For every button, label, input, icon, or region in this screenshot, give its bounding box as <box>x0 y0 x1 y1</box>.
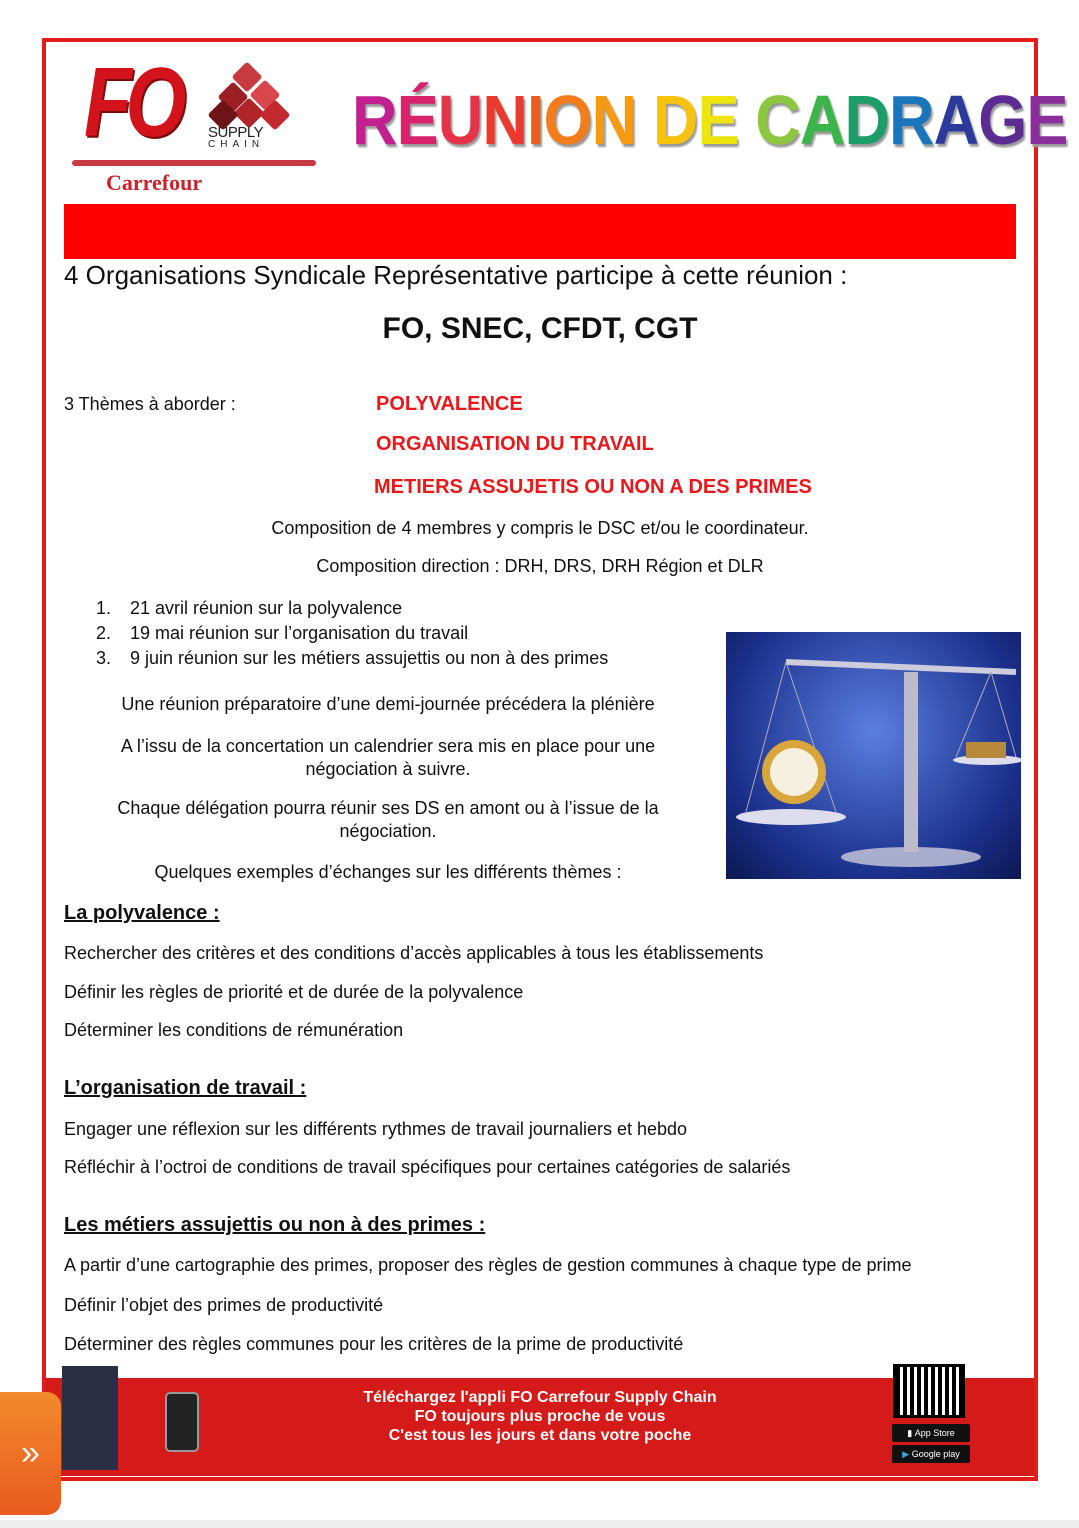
title-letter: A <box>799 81 845 159</box>
title-letter: U <box>437 81 483 159</box>
page-title <box>352 80 1068 160</box>
next-page-button[interactable] <box>0 1392 61 1515</box>
title-letter: I <box>526 81 544 159</box>
section-item: Rechercher des critères et des conditions d’accès applicables à tous les établissements <box>64 943 764 963</box>
title-letter: R <box>352 81 397 159</box>
note: négociation. <box>339 821 437 841</box>
theme-3: METIERS ASSUJETIS OU NON A DES PRIMES <box>374 476 812 498</box>
section-item: A partir d’une cartographie des primes, proposer des règles de gestion communes à chaque type de prime <box>64 1255 912 1275</box>
composition: Composition de 4 membres y compris le DSC et/ou le coordinateur. <box>271 518 809 538</box>
title-letter: E <box>1026 81 1068 159</box>
list-item: 1. 21 avril réunion sur la polyvalence <box>96 598 403 618</box>
section-item: Déterminer les conditions de rémunération <box>64 1020 404 1040</box>
list-item: 3. 9 juin réunion sur les métiers assujettis ou non à des primes <box>96 648 609 668</box>
title-letter: O <box>543 81 592 159</box>
logo-supply: SUPPLY <box>208 124 264 141</box>
title-letter: D <box>844 81 890 159</box>
section-item: Réfléchir à l’octroi de conditions de travail spécifiques pour certaines catégories de salariés <box>64 1157 791 1177</box>
intro-text: 4 Organisations Syndicale Représentative participe à cette réunion : <box>64 260 848 290</box>
section-heading: La polyvalence : <box>64 902 220 924</box>
section-heading: Les métiers assujettis ou non à des primes : <box>64 1214 486 1236</box>
app-screens-image <box>62 1366 118 1470</box>
section-heading: L’organisation de travail : <box>64 1077 307 1099</box>
viewer-bottom <box>0 1520 1079 1528</box>
title-letter: A <box>933 81 979 159</box>
chevron-right-icon: » <box>21 1434 40 1472</box>
themes-label: 3 Thèmes à aborder : <box>64 394 236 414</box>
title-letter: E <box>697 81 739 159</box>
title-letter: N <box>591 81 637 159</box>
phone-icon <box>165 1392 199 1452</box>
apple-icon: ▮ <box>907 1427 915 1438</box>
note: Chaque délégation pourra réunir ses DS en amont ou à l’issue de la <box>117 798 659 818</box>
dates-list <box>96 596 608 671</box>
logo-chain: CHAIN <box>208 139 265 150</box>
qr-code[interactable] <box>893 1364 965 1418</box>
red-banner <box>64 204 1016 259</box>
balance-scale-image <box>726 632 1021 879</box>
banner-text: Téléchargez l'appli FO Carrefour Supply Chain FO toujours plus proche de vous C'est tous les jours et dans votre poche <box>363 1389 717 1444</box>
logo-fo: FO <box>84 47 181 157</box>
logo-line <box>72 160 316 166</box>
section-item: Définir l’objet des primes de productivité <box>64 1295 384 1315</box>
title-letter <box>739 81 756 159</box>
title-letter: D <box>652 81 698 159</box>
play-icon: ▶ <box>902 1448 912 1459</box>
section-item: Engager une réflexion sur les différents rythmes de travail journaliers et hebdo <box>64 1119 688 1139</box>
title-letter: R <box>889 81 934 159</box>
title-letter: G <box>978 81 1027 159</box>
logo-carrefour: Carrefour <box>106 170 203 195</box>
app-store-button[interactable]: ▮ App Store <box>892 1424 970 1442</box>
title-letter: É <box>396 81 438 159</box>
title-letter <box>636 81 653 159</box>
title-letter: C <box>755 81 800 159</box>
list-item: 2. 19 mai réunion sur l’organisation du travail <box>96 623 469 643</box>
direction: Composition direction : DRH, DRS, DRH Région et DLR <box>316 556 764 576</box>
section-item: Définir les règles de priorité et de durée de la polyvalence <box>64 982 524 1002</box>
title-letter: N <box>482 81 527 159</box>
note: Quelques exemples d’échanges sur les différents thèmes : <box>154 862 622 882</box>
theme-2: ORGANISATION DU TRAVAIL <box>376 433 654 455</box>
note: A l’issu de la concertation un calendrier sera mis en place pour une <box>120 736 656 756</box>
section-item: Déterminer des règles communes pour les critères de la prime de productivité <box>64 1334 684 1354</box>
theme-1: POLYVALENCE <box>376 393 523 415</box>
unions: FO, SNEC, CFDT, CGT <box>382 312 698 345</box>
google-play-button[interactable]: ▶ Google play <box>892 1445 970 1463</box>
note: Une réunion préparatoire d’une demi-journée précédera la plénière <box>121 694 655 714</box>
note: négociation à suivre. <box>305 759 471 779</box>
